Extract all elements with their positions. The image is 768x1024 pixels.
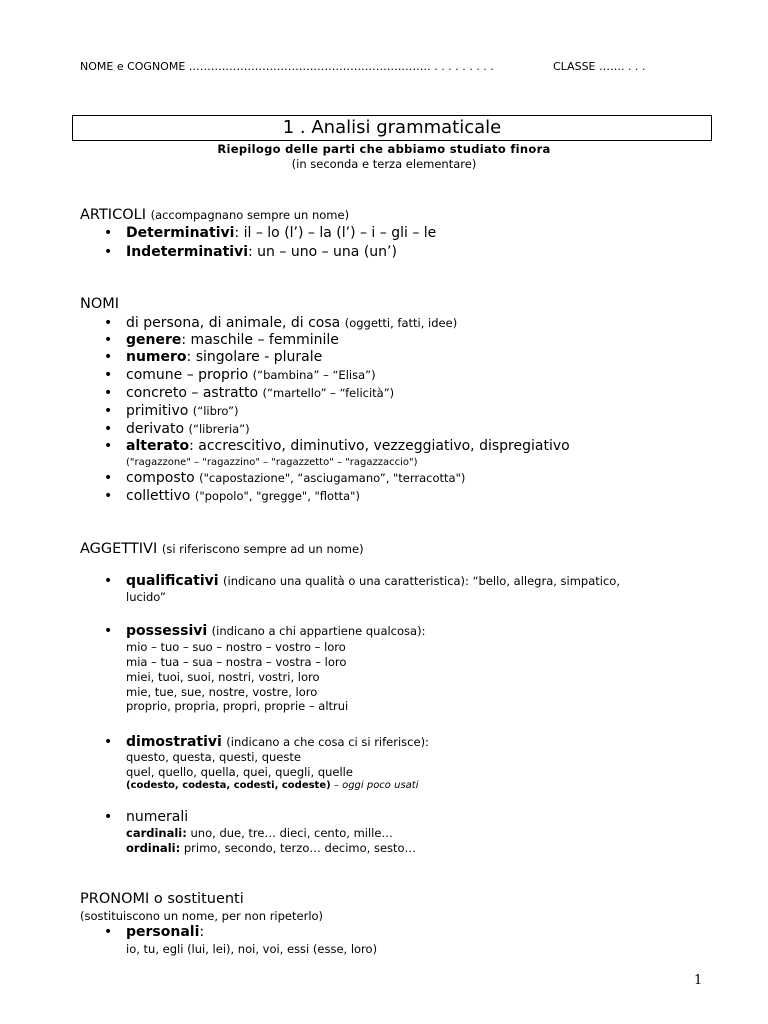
item-text: : maschile – femminile: [181, 332, 339, 348]
list-item: [126, 385, 394, 401]
example-line: mie, tue, sue, nostre, vostre, loro: [126, 685, 318, 699]
list-item: [126, 421, 250, 437]
item-note: (“libro”): [192, 404, 239, 418]
item-note: (“martello” – “felicità”): [262, 386, 395, 400]
cardinali-line: [126, 826, 393, 840]
item-term: qualificativi: [126, 573, 219, 589]
list-item: [126, 470, 465, 486]
bullet-icon: •: [104, 623, 113, 639]
list-item: [126, 244, 397, 260]
list-item-numerali: [126, 809, 188, 825]
section-articoli: [80, 207, 349, 223]
archaic-note: – oggi poco usati: [333, 780, 419, 791]
list-item: [126, 438, 570, 454]
page-title: 1 . Analisi grammaticale: [72, 115, 712, 141]
item-term: possessivi: [126, 623, 208, 639]
example-line: proprio, propria, propri, proprie – altrui: [126, 699, 349, 713]
section-heading-rest: o sostituenti: [153, 891, 244, 907]
name-field-label: NOME e COGNOME ………………………………………………………… . . . . . . . . .: [80, 60, 494, 73]
item-term: Indeterminativi: [126, 244, 249, 260]
list-item: [126, 488, 360, 504]
section-nomi: [80, 296, 119, 312]
ordinali-text: primo, secondo, terzo… decimo, sesto…: [183, 841, 417, 855]
item-text: concreto – astratto: [126, 385, 259, 401]
list-item: [126, 367, 376, 383]
item-term: numerali: [126, 809, 189, 825]
list-item: [126, 225, 436, 241]
item-text: : singolare - plurale: [186, 349, 323, 365]
bullet-icon: •: [104, 573, 113, 589]
bullet-icon: •: [104, 438, 113, 454]
item-text: di persona, di animale, di cosa: [126, 315, 341, 331]
item-term: personali: [126, 924, 200, 940]
item-note-continued: lucido”: [126, 590, 166, 604]
list-item: [126, 349, 322, 365]
item-text: derivato: [126, 421, 185, 437]
class-field-label: CLASSE ……. . . .: [553, 60, 646, 73]
bullet-icon: •: [104, 470, 113, 486]
list-item: [126, 403, 238, 419]
page-subtitle: Riepilogo delle parti che abbiamo studiato finora: [217, 142, 551, 156]
item-text: : accrescitivo, diminutivo, vezzeggiativo, dispregiativo: [189, 438, 570, 454]
example-line: mio – tuo – suo – nostro – vostro – loro: [126, 640, 346, 654]
alterato-examples: ("ragazzone" – "ragazzino" – "ragazzetto" – "ragazzaccio"): [126, 457, 418, 468]
item-text: :: [199, 924, 205, 940]
bullet-icon: •: [104, 809, 113, 825]
item-text: composto: [126, 470, 195, 486]
bullet-icon: •: [104, 225, 113, 241]
bullet-icon: •: [104, 367, 113, 383]
item-note: (indicano una qualità o una caratteristica): “bello, allegra, simpatico,: [223, 574, 621, 588]
bullet-icon: •: [104, 385, 113, 401]
page-number: 1: [694, 973, 703, 988]
ordinali-line: [126, 841, 416, 855]
item-term: alterato: [126, 438, 190, 454]
section-note: (sostituiscono un nome, per non ripeterlo): [80, 909, 324, 923]
item-term: genere: [126, 332, 182, 348]
bullet-icon: •: [104, 421, 113, 437]
bullet-icon: •: [104, 349, 113, 365]
item-note: (indicano a che cosa ci si riferisce):: [226, 735, 429, 749]
list-item-possessivi: [126, 623, 425, 639]
example-line: miei, tuoi, suoi, nostri, vostri, loro: [126, 670, 320, 684]
section-note: (accompagnano sempre un nome): [150, 208, 350, 222]
item-text: : un – uno – una (un’): [248, 244, 397, 260]
list-item: [126, 332, 339, 348]
bullet-icon: •: [104, 488, 113, 504]
item-note: (“libreria”): [188, 422, 250, 436]
bullet-icon: •: [104, 244, 113, 260]
bullet-icon: •: [104, 734, 113, 750]
item-note: (oggetti, fatti, idee): [344, 316, 458, 330]
item-text: comune – proprio: [126, 367, 249, 383]
list-item: [126, 315, 457, 331]
bullet-icon: •: [104, 924, 113, 940]
example-line-archaic: [126, 780, 418, 791]
page-subtitle-note: (in seconda e terza elementare): [291, 157, 477, 171]
section-heading: AGGETTIVI: [80, 541, 158, 557]
list-item-dimostrativi: [126, 734, 429, 750]
section-aggettivi: [80, 541, 364, 557]
item-note: (indicano a chi appartiene qualcosa):: [211, 624, 426, 638]
section-heading: ARTICOLI: [80, 207, 146, 223]
example-line: quel, quello, quella, quei, quegli, quelle: [126, 765, 353, 779]
item-note: (“bambina” – “Elisa”): [252, 368, 376, 382]
ordinali-label: ordinali:: [126, 841, 181, 855]
section-heading: NOMI: [80, 296, 120, 312]
section-heading: PRONOMI: [80, 891, 150, 907]
item-note: ("popolo", "gregge", "flotta"): [194, 489, 360, 503]
archaic-forms: (codesto, codesta, codesti, codeste): [126, 780, 331, 791]
list-item-qualificativi: [126, 573, 620, 589]
item-term: numero: [126, 349, 187, 365]
bullet-icon: •: [104, 332, 113, 348]
section-note: (si riferiscono sempre ad un nome): [161, 542, 364, 556]
example-line: questo, questa, questi, queste: [126, 750, 301, 764]
section-pronomi: [80, 891, 244, 907]
example-line: io, tu, egli (lui, lei), noi, voi, essi (esse, loro): [126, 942, 378, 956]
bullet-icon: •: [104, 403, 113, 419]
item-term: Determinativi: [126, 225, 235, 241]
cardinali-text: uno, due, tre… dieci, cento, mille…: [190, 826, 393, 840]
item-term: dimostrativi: [126, 734, 222, 750]
item-text: : il – lo (l’) – la (l’) – i – gli – le: [234, 225, 437, 241]
bullet-icon: •: [104, 315, 113, 331]
item-text: collettivo: [126, 488, 191, 504]
list-item-personali: [126, 924, 204, 940]
cardinali-label: cardinali:: [126, 826, 187, 840]
example-line: mia – tua – sua – nostra – vostra – loro: [126, 655, 347, 669]
item-note: ("capostazione", “asciugamano”, "terracotta"): [199, 471, 466, 485]
item-text: primitivo: [126, 403, 189, 419]
